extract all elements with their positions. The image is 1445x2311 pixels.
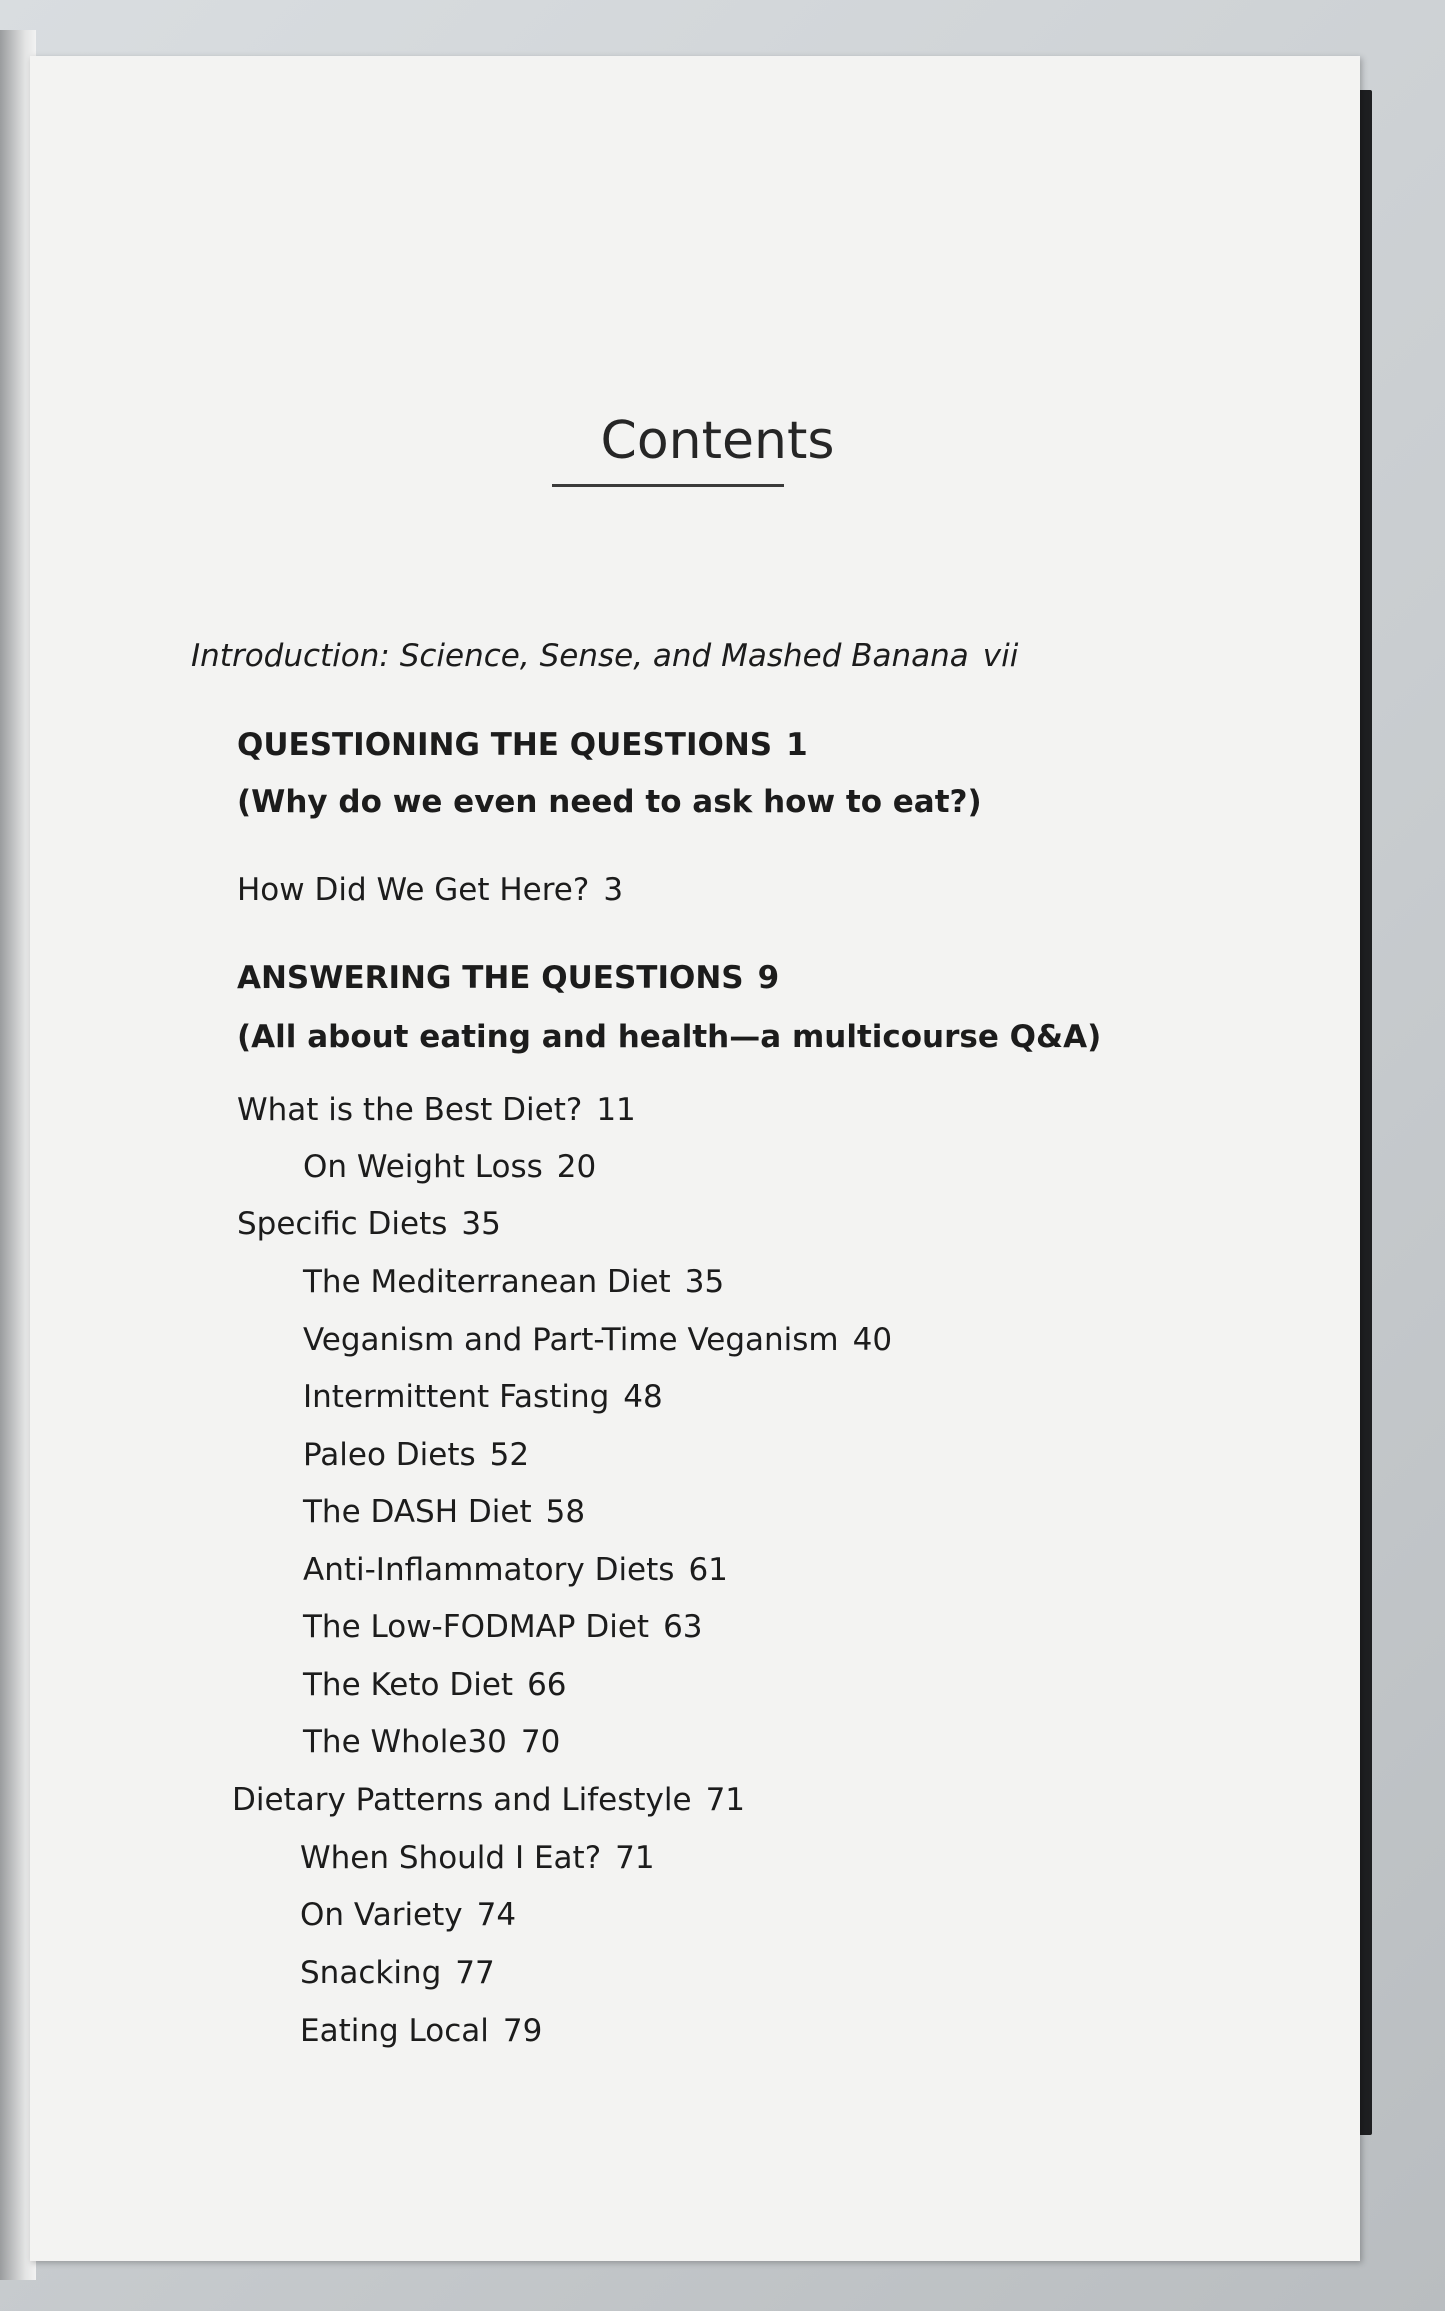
toc-entry-page: 35 [684, 1264, 725, 1300]
toc-part-2 [237, 956, 779, 1000]
toc-introduction [191, 634, 1018, 678]
toc-entry-label: Eating Local [300, 2013, 489, 2049]
toc-entry-page: 66 [527, 1667, 567, 1703]
toc-entry-page: 74 [476, 1897, 517, 1933]
toc-entry-page: 11 [596, 1092, 636, 1128]
toc-entry-page: 79 [502, 2013, 543, 2049]
toc-part-page: 9 [757, 960, 780, 996]
toc-entry-label: On Weight Loss [303, 1149, 543, 1185]
toc-entry-label: How Did We Get Here? [237, 872, 590, 908]
toc-entry-label: Specific Diets [237, 1206, 448, 1242]
toc-part-1 [237, 723, 808, 767]
toc-entry-label: Veganism and Part-Time Veganism [303, 1322, 839, 1358]
toc-part-1-subtitle: (Why do we even need to ask how to eat?) [237, 784, 982, 820]
toc-entry-page: vii [982, 638, 1019, 674]
toc-entry-intermittent-fasting [303, 1375, 663, 1419]
toc-entry-label: Paleo Diets [303, 1437, 476, 1473]
toc-entry-label: The DASH Diet [303, 1494, 532, 1530]
toc-entry-page: 63 [663, 1609, 703, 1645]
toc-entry-low-fodmap [303, 1605, 703, 1649]
toc-entry-page: 48 [623, 1379, 663, 1415]
toc-list [30, 56, 1360, 2261]
toc-entry-page: 58 [545, 1494, 586, 1530]
toc-entry-weight-loss [303, 1145, 596, 1189]
toc-entry-label: Anti-Inflammatory Diets [303, 1552, 675, 1588]
toc-entry-label: When Should I Eat? [300, 1840, 602, 1876]
toc-entry-whole30 [303, 1720, 560, 1764]
toc-entry-label: Snacking [300, 1955, 442, 1991]
toc-entry-label: The Low-FODMAP Diet [303, 1609, 650, 1645]
toc-entry-when-should-i-eat [300, 1836, 655, 1880]
toc-entry-label: The Keto Diet [303, 1667, 514, 1703]
toc-entry-label: The Whole30 [303, 1724, 507, 1760]
toc-entry-page: 3 [603, 872, 624, 908]
toc-entry-dietary-patterns [232, 1778, 745, 1822]
toc-part-page: 1 [786, 727, 808, 763]
toc-entry-page: 40 [852, 1322, 893, 1358]
toc-part-2-subtitle: (All about eating and health—a multicourse Q&A) [237, 1019, 1102, 1055]
toc-entry-eating-local [300, 2009, 542, 2053]
toc-entry-dash [303, 1490, 585, 1534]
toc-entry-label: Dietary Patterns and Lifestyle [232, 1782, 692, 1818]
toc-entry-specific-diets [237, 1202, 501, 1246]
toc-entry-page: 52 [489, 1437, 530, 1473]
toc-entry-page: 70 [520, 1724, 561, 1760]
toc-entry-label: On Variety [300, 1897, 463, 1933]
toc-entry-snacking [300, 1951, 495, 1995]
toc-entry-paleo [303, 1433, 529, 1477]
toc-entry-best-diet [237, 1088, 636, 1132]
toc-entry-how-did-we-get-here [237, 868, 623, 912]
toc-entry-label: Intermittent Fasting [303, 1379, 610, 1415]
toc-entry-page: 61 [688, 1552, 728, 1588]
toc-entry-anti-inflammatory [303, 1548, 728, 1592]
toc-entry-label: Introduction: Science, Sense, and Mashed Banana [191, 638, 969, 674]
toc-entry-on-variety [300, 1893, 516, 1937]
toc-part-title: ANSWERING THE QUESTIONS [237, 960, 744, 996]
contents-page [30, 56, 1360, 2261]
page-title: Contents [600, 411, 835, 471]
toc-entry-mediterranean [303, 1260, 724, 1304]
toc-entry-page: 20 [556, 1149, 597, 1185]
toc-entry-page: 71 [705, 1782, 746, 1818]
toc-entry-page: 77 [455, 1955, 495, 1991]
toc-entry-label: What is the Best Diet? [237, 1092, 583, 1128]
toc-entry-keto [303, 1663, 567, 1707]
toc-entry-page: 35 [461, 1206, 501, 1242]
toc-part-title: QUESTIONING THE QUESTIONS [237, 727, 773, 763]
toc-entry-veganism [303, 1318, 892, 1362]
toc-entry-page: 71 [615, 1840, 655, 1876]
toc-entry-label: The Mediterranean Diet [303, 1264, 671, 1300]
